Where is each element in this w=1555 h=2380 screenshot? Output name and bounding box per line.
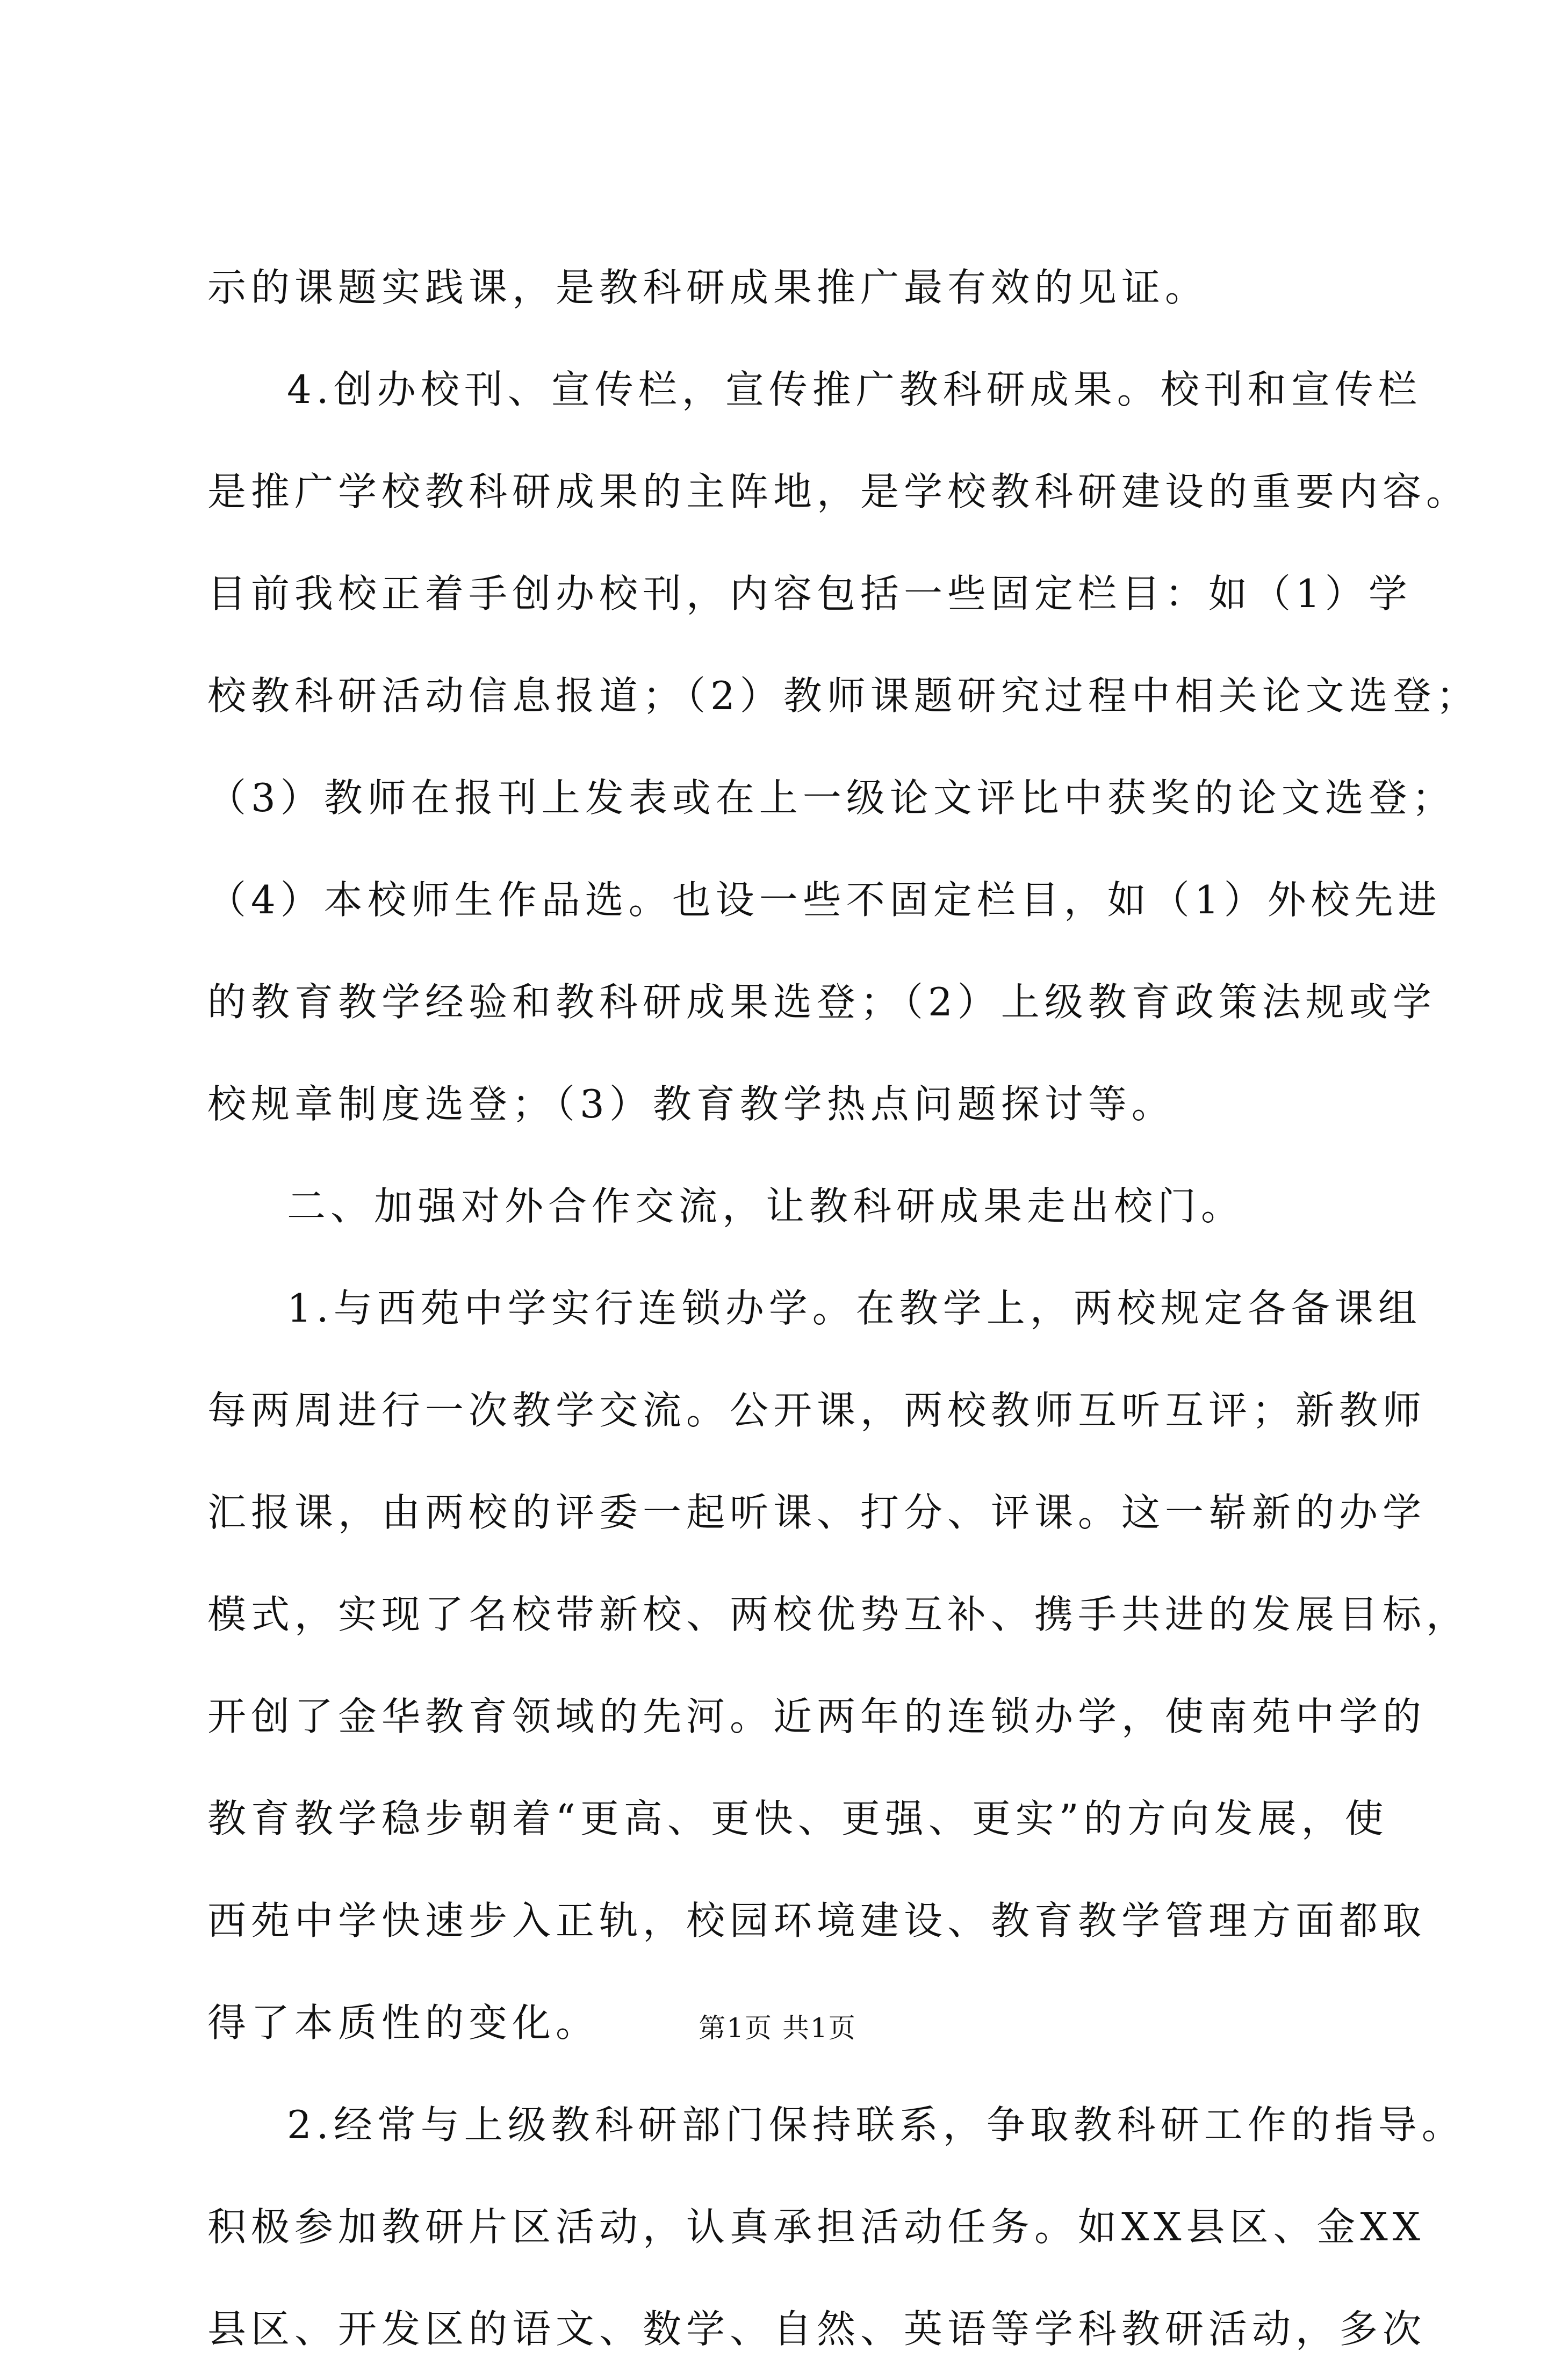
text-line: 示的课题实践课，是教科研成果推广最有效的见证。: [207, 265, 1209, 310]
text-line: 校教科研活动信息报道；（2）教师课题研究过程中相关论文选登；: [207, 673, 1480, 718]
text-line: 2.经常与上级教科研部门保持联系，争取教科研工作的指导。: [287, 2102, 1465, 2147]
section-heading: 二、加强对外合作交流，让教科研成果走出校门。: [287, 1184, 1245, 1229]
text-line: 开创了金华教育领域的先河。近两年的连锁办学，使南苑中学的: [207, 1694, 1427, 1739]
text-line: 4.创办校刊、宣传栏，宣传推广教科研成果。校刊和宣传栏: [287, 367, 1422, 412]
text-line: 是推广学校教科研成果的主阵地，是学校教科研建设的重要内容。: [207, 469, 1470, 514]
text-line: 教育教学稳步朝着“更高、更快、更强、更实”的方向发展，使: [207, 1796, 1388, 1841]
page-footer: 第1页 共1页: [699, 2013, 856, 2044]
text-line: 县区、开发区的语文、数学、自然、英语等学科教研活动，多次: [207, 2306, 1427, 2352]
text-line: 校规章制度选登；（3）教育教学热点问题探讨等。: [207, 1081, 1175, 1127]
text-line: 1.与西苑中学实行连锁办学。在教学上，两校规定各备课组: [287, 1286, 1422, 1331]
document-body: [207, 236, 1480, 2380]
text-line: 汇报课，由两校的评委一起听课、打分、评课。这一崭新的办学: [207, 1490, 1427, 1535]
text-line: 模式，实现了名校带新校、两校优势互补、携手共进的发展目标，: [207, 1592, 1470, 1637]
text-line: （3）教师在报刊上发表或在上一级论文评比中获奖的论文选登；: [207, 775, 1456, 820]
text-line: 西苑中学快速步入正轨，校园环境建设、教育教学管理方面都取: [207, 1898, 1427, 1943]
text-line: 目前我校正着手创办校刊，内容包括一些固定栏目：如（1）学: [207, 571, 1412, 616]
text-line: 的教育教学经验和教科研成果选登；（2）上级教育政策法规或学: [207, 979, 1436, 1025]
text-line: 每两周进行一次教学交流。公开课，两校教师互听互评；新教师: [207, 1388, 1427, 1433]
text-line: 得了本质性的变化。: [207, 2000, 600, 2045]
text-line: 积极参加教研片区活动，认真承担活动任务。如XX县区、金XX: [207, 2204, 1426, 2249]
text-line: （4）本校师生作品选。也设一些不固定栏目，如（1）外校先进: [207, 877, 1442, 922]
